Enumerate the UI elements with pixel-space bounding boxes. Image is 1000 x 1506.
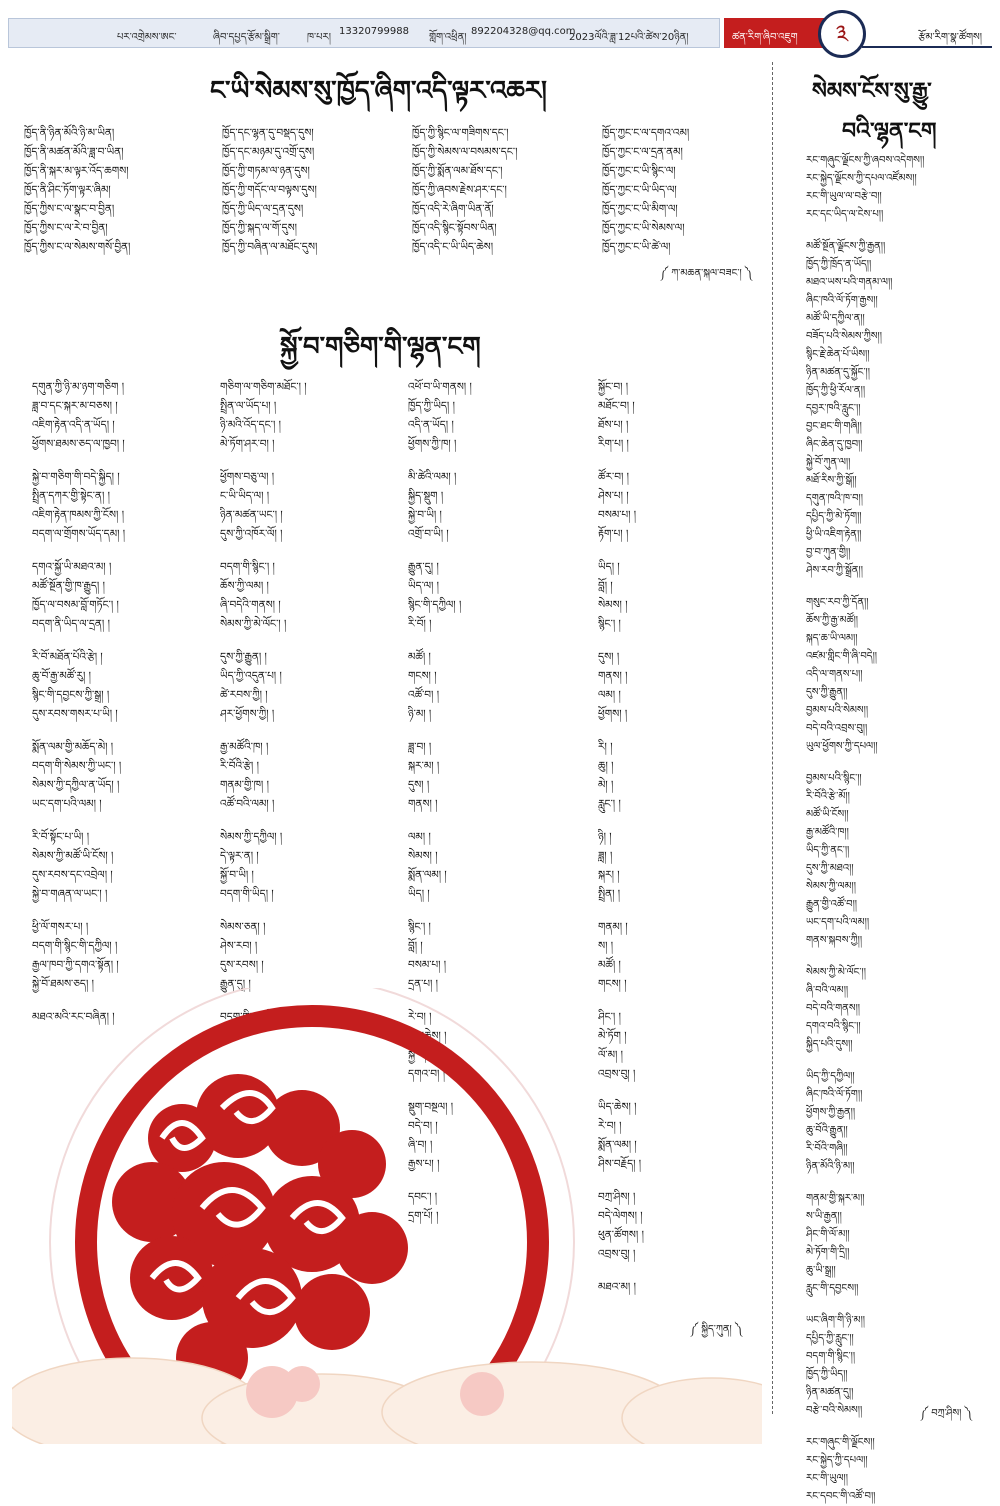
verse-line: གནས། ། [598, 670, 628, 682]
verse-line: དཔྱིད་ཀྱི་རླུང་།། [806, 1333, 854, 1344]
section-name: རྩོམ་རིག་སྣ་ཚོགས། [918, 32, 982, 43]
article-1-column-3 [412, 124, 517, 257]
verse-line: དགའ་བའི་སྙིང་།། [806, 1021, 861, 1032]
verse-line: དབྱར་ཁའི་རླུང་།། [806, 403, 861, 414]
article-2-column-2 [220, 378, 307, 1027]
verse-line: རྒྱ་མཚོའི་ཁ། ། [220, 741, 269, 753]
verse-line: ཁྱོད་ཀྱི་སྐད་ལ་གོ་དུས། [222, 222, 298, 234]
verse-line: ཕྱོགས་བཅུ་ལ། ། [220, 471, 275, 483]
verse-line: ལམ། ། [408, 831, 431, 843]
verse-line: ཞིང་ཆེན་དུ་ཁྱབ།། [806, 439, 863, 450]
verse-line: འབྲས་བུ། ། [598, 1068, 636, 1080]
verse-line: ཐོས་པ། ། [598, 419, 629, 431]
sidebar-signature: ༼ བཀྲ་ཤིས། ༽ [920, 1408, 972, 1419]
verse-line: བྱ་བ་ཀུན་གྱི།། [806, 547, 851, 558]
phone-label: ཁ་པར། [307, 32, 331, 43]
verse-line: ཁྱོད་ནི་སྐར་མ་ལྟར་འོད་ཆགས། [24, 165, 129, 177]
verse-line: ཤར་ཕྱོགས་ཀྱི། ། [220, 708, 275, 720]
section-tag [862, 22, 992, 48]
verse-line: དུས། ། [598, 651, 620, 663]
verse-line: ཕུན་ཚོགས། ། [598, 1229, 644, 1241]
verse-line: ཤེས་རབ། ། [220, 940, 258, 952]
verse-line: དུས་རབས། ། [220, 959, 264, 971]
verse-line: མཐོ་རིས་ཀྱི་སྒོ།། [806, 475, 857, 486]
verse-line: ཁྱོད་ཀྱི་སེམས་ལ་བསམས་དང་། [412, 146, 518, 158]
verse-line: བདག་གི་སྙིང་། ། [220, 561, 275, 573]
sidebar-title-line-1: སེམས་ངོས་སུ་རྒྱུ་ [812, 79, 932, 104]
verse-line: ཁྱོད་དང་ལྷན་དུ་བསྡད་དུས། [222, 127, 314, 139]
decorative-cloud-artwork [12, 988, 762, 1444]
masthead-strip [8, 18, 720, 48]
verse-line: ཉིན་མཚན་དུ།། [806, 1387, 854, 1398]
verse-line: ཁྱོད་ནི་ཤིང་ཏོག་ལྟར་ཞིམ། [24, 184, 111, 196]
verse-line: ཁྱོད་ཀྱི་སྙིང་ལ་གཟིགས་དང་། [412, 127, 509, 139]
verse-line: དུས་ཀྱི་རྒྱུན།། [806, 687, 848, 698]
verse-line: སྨོན་ལམ་གྱི་མཆོད་མེ། ། [32, 741, 114, 753]
verse-line: དུས་རབས་གསར་པ་ཡི། ། [32, 708, 118, 720]
verse-line: སྡུག་བསྔལ། ། [408, 1101, 454, 1113]
verse-line: རི་བོའི་གཞི།། [806, 1143, 848, 1154]
verse-line: སྐྱིད་པའི་དུས།། [806, 1039, 853, 1050]
stanza-gap [408, 634, 472, 648]
verse-line: དྲན་པ། ། [408, 978, 439, 990]
stanza-gap [32, 454, 125, 468]
verse-line: ཡིད་ཆེས། ། [598, 1101, 637, 1113]
verse-line: བརྩེ་བའི་སེམས།། [806, 1405, 863, 1416]
verse-line: ཡིད་ཆེས། ། [408, 1030, 447, 1042]
stanza-gap [32, 634, 125, 648]
verse-line: ཉིན་མཚན་དུ་སྐྱོང་།། [806, 367, 870, 378]
verse-line: ཕྱོགས། ། [598, 708, 628, 720]
verse-line: ཁྱོད་འདི་སྙིང་སྟོབས་ཡིན། [412, 222, 497, 234]
verse-line: སྨོན་ལམ། ། [598, 1139, 637, 1151]
stanza-gap [806, 1298, 924, 1312]
verse-line: སྐྱེ་བ་གཞན་ལ་ཡང་། ། [32, 888, 108, 900]
verse-line: ཁྱོད་ཀྱི་བཞིན་ལ་མཐོང་དུས། [222, 241, 318, 253]
verse-line: རང་གི་ཡུལ།། [806, 1473, 848, 1484]
verse-line: ཁྱོད་ནི་ཉིན་མོའི་ཉི་མ་ཡིན། [24, 127, 115, 139]
stanza-gap [806, 1054, 924, 1068]
verse-line: སྐྱེ་བོ་ཐམས་ཅད། ། [32, 978, 94, 990]
verse-line: ཁྱོད་ཀྱི་ཞབས་རྗེས་ཤར་དང་། [412, 184, 507, 196]
verse-line: རྒྱུན་དུ། ། [408, 561, 439, 573]
stanza-gap [408, 544, 472, 558]
stanza-gap [32, 724, 125, 738]
verse-line: མཚོ་སྔོན་ལྗོངས་ཀྱི་རྒྱན།། [806, 241, 886, 252]
verse-line: ཉི། ། [598, 831, 612, 843]
verse-line: འཚོ་བ། ། [408, 689, 440, 701]
verse-line: རང་སྐྱེད་ལྗོངས་ཀྱི་དཔལ་འཛོམས།། [806, 173, 917, 184]
verse-line: རང་སྐྱེད་ཀྱི་དཔལ།། [806, 1455, 868, 1466]
verse-line: ཡིད་ཀྱི་དཀྱིལ།། [806, 1071, 855, 1082]
verse-line: རི་བོའི་རྩེ་མོ།། [806, 791, 850, 802]
verse-line: རི་བོ་སྟོང་པ་ཡི། ། [32, 831, 90, 843]
verse-line: རི། ། [598, 741, 613, 753]
verse-line: བདེ་བའི་གནས།། [806, 1003, 861, 1014]
verse-line: གནམ་གྱི་ཁ། ། [220, 779, 269, 791]
stanza-gap [220, 634, 307, 648]
verse-line: སེམས་ཀྱི་མཚོ་ཡི་ངོས། ། [32, 850, 114, 862]
stanza-gap [220, 454, 307, 468]
verse-line: ཟླ་བ། ། [408, 741, 432, 753]
verse-line: ཁྱོད་དང་མཉམ་དུ་འགྲོ་དུས། [222, 146, 315, 158]
verse-line: ལོ་མ། ། [598, 1049, 623, 1061]
verse-line: ཡིད་ཀྱི་འདུན་པ། ། [220, 670, 282, 682]
verse-line: ཆུ་བོ་རྒྱ་མཚོ་རུ། ། [32, 670, 91, 682]
verse-line: ཁྱོད་ནི་མཚན་མོའི་ཟླ་བ་ཡིན། [24, 146, 124, 158]
verse-line: འཇིག་རྟེན་འདི་ན་ཡོད། ། [32, 419, 115, 431]
verse-line: དགའ་སྐྱོ་ཡི་མཐའ་མ། ། [32, 561, 112, 573]
verse-line: སྐྱོང་བ། ། [598, 381, 629, 393]
verse-line: བདག་གི་ཡིད། ། [220, 888, 274, 900]
verse-line: ཤེས་རབ་ཀྱི་སྒྲོན།། [806, 565, 863, 576]
stanza-gap [598, 454, 644, 468]
verse-line: མེ་ཏོག་གི་དྲི།། [806, 1247, 850, 1258]
verse-line: ས་ཡི་རྒྱན།། [806, 1211, 842, 1222]
verse-line: བཟོད་པའི་སེམས་ཀྱིས།། [806, 331, 882, 342]
verse-line: ཁྱོད་ཀྱི་ཡིད། ། [408, 400, 455, 412]
verse-line: བདག་ནི་ཡིད་ལ་དྲན། ། [32, 618, 110, 630]
publisher-label: པར་འགྲེམས་ཨང་ [117, 32, 177, 43]
verse-line: བྱང་ཐང་གི་གཞི།། [806, 421, 862, 432]
verse-line: སྤྲིན་དཀར་གྱི་སྟེང་ན། ། [32, 490, 110, 502]
verse-line: གངས། ། [598, 978, 627, 990]
verse-line: དགུན་ཁའི་ཁ་བ།། [806, 493, 863, 504]
verse-line: བསམ་པ། ། [408, 959, 447, 971]
verse-line: ཤིང་གི་ལོ་མ།། [806, 1229, 850, 1240]
verse-line: བློ། ། [408, 940, 423, 952]
verse-line: སྨོན་ལམ། ། [408, 869, 447, 881]
verse-line: རི་བོ་མཐོན་པོའི་རྩེ། ། [32, 651, 103, 663]
verse-line: གངས། ། [408, 670, 437, 682]
verse-line: ཁྱོད་ཀྱི་གཏམ་ལ་ཉན་དུས། [222, 165, 310, 177]
stanza-gap [598, 634, 644, 648]
verse-line: སྐྱིད་སྡུག ། [408, 490, 444, 502]
verse-line: རི་བོའི་རྩེ། ། [220, 760, 259, 772]
verse-line: ཉིན་མོའི་ཉི་མ།། [806, 1161, 855, 1172]
stanza-gap [806, 950, 924, 964]
verse-line: བདག་གི་སྙིང་།། [806, 1351, 856, 1362]
stanza-gap [408, 814, 472, 828]
verse-line: ཡིད། ། [408, 888, 430, 900]
verse-line: རླུང་གི་དབྱངས།། [806, 1283, 859, 1294]
verse-line: དབང་། ། [408, 1191, 438, 1203]
stanza-gap [32, 904, 125, 918]
verse-line: སྙིང་གི་དབྱངས་ཀྱི་སྒྲ། ། [32, 689, 110, 701]
verse-line: ཟླ། ། [598, 850, 613, 862]
stanza-gap [806, 756, 924, 770]
verse-line: ཁྱོད་ཀྱི་ཡིད་ལ་དྲན་དུས། [222, 203, 304, 215]
verse-line: མེ་ཏོག་ཤར་བ། ། [220, 438, 275, 450]
verse-line: འཛམ་གླིང་གི་ཞི་བདེ།། [806, 651, 878, 662]
verse-line: ཆུ། ། [598, 760, 614, 772]
article-2-title: སྐྱོ་བ་གཅིག་གི་ལྷན་ངག [280, 332, 481, 362]
verse-line: བདག་གི་སེམས་ཀྱི་ཡང་། ། [32, 760, 122, 772]
verse-line: མི་ཚེའི་ལམ། ། [408, 471, 457, 483]
verse-line: མཐའ་མ། ། [598, 1281, 636, 1293]
verse-line: སྤྲིན་ལ་ཡོད་པ། ། [220, 400, 277, 412]
verse-line: གནམ་གྱི་སྐར་མ།། [806, 1193, 865, 1204]
verse-line: ས། ། [598, 940, 614, 952]
verse-line: རྒྱུན་དུ། ། [220, 978, 251, 990]
verse-line: བདག་གི་སྙིང་གི་དཀྱིལ། ། [32, 940, 118, 952]
verse-line: ཁྱོད་ཀྱང་ང་ཡི་སྙིང་ལ། [602, 165, 676, 177]
verse-line: ཕྱོགས་ཀྱི་ཁ། ། [408, 438, 457, 450]
verse-line: ཞིང་ཁའི་ལོ་ཏོག་རྒྱས།། [806, 295, 878, 306]
verse-line: ཁྱོད་ཀྱང་ང་ཡི་ཡིད་ལ། [602, 184, 677, 196]
sidebar-poem [806, 152, 924, 1506]
verse-line: ཆོས་ཀྱི་ལམ། ། [220, 580, 269, 592]
verse-line: བཀྲ་ཤིས། ། [598, 1191, 636, 1203]
verse-line: དུས། ། [408, 779, 430, 791]
stanza-gap [408, 454, 472, 468]
verse-line: སྐྱེ་བོ་ཀུན་ལ།། [806, 457, 851, 468]
verse-line: ཁྱོད་ཀྱི་གདོང་ལ་བལྟས་དུས། [222, 184, 317, 196]
verse-line: རང་གི་ཡུལ་ལ་བརྩེ་བ།། [806, 191, 882, 202]
verse-line: སེམས་ཀྱི་དཀྱིལ་ན་ཡོད། ། [32, 779, 120, 791]
verse-line: ཆོས་ཀྱི་རྒྱ་མཚོ།། [806, 615, 859, 626]
verse-line: རང་གཞུང་གི་ལྗོངས།། [806, 1437, 875, 1448]
verse-line: སྐྱེ་བ་གཅིག་གི་བདེ་སྐྱིད། ། [32, 471, 120, 483]
article-2-column-1 [32, 378, 125, 1027]
verse-line: ལམ། ། [598, 689, 621, 701]
verse-line: འགྲོ་བ་ཡི། ། [408, 528, 449, 540]
verse-line: འདི་ན་ཡོད། ། [408, 419, 454, 431]
verse-line: ཆུ་ཡི་སྒྲ།། [806, 1265, 836, 1276]
stanza-gap [806, 1420, 924, 1434]
stanza-gap [408, 904, 472, 918]
stanza-gap [220, 814, 307, 828]
verse-line: རྒྱལ་ཁབ་ཀྱི་དགའ་སྟོན། ། [32, 959, 119, 971]
verse-line: ཁྱོད་འདི་རེ་ཞིག་ཡིན་ནོ། [412, 203, 494, 215]
verse-line: ཁྱོད་ཀྱང་ང་ལ་དྲན་ནམ། [602, 146, 683, 158]
verse-line: ཁྱོད་ཀྱང་ང་ལ་དགའ་འམ། [602, 127, 690, 139]
stanza-gap [806, 224, 924, 238]
verse-line: སྙིང་། ། [408, 921, 431, 933]
verse-line: མཚོ། ། [598, 959, 621, 971]
verse-line: བདེ་བའི་འབྲས་བུ།། [806, 723, 868, 734]
verse-line: དཔྱིད་ཀྱི་མེ་ཏོག།། [806, 511, 862, 522]
stanza-gap [806, 580, 924, 594]
verse-line: བདག་ལ་གྲོགས་ཡོད་དམ། ། [32, 528, 126, 540]
verse-line: རེ་བ། ། [408, 1011, 432, 1023]
verse-line: བློ། ། [598, 580, 613, 592]
verse-line: ཁྱོད་ཀྱིས་ང་ལ་རེ་བ་བྱིན། [24, 222, 108, 234]
verse-line: སེམས་ཀྱི་ལམ།། [806, 881, 856, 892]
verse-line: བདེ་བ། ། [408, 1120, 438, 1132]
verse-line: ཁྱོད་ལ་བསམ་བློ་གཏོང་། ། [32, 599, 119, 611]
brand-name: ཚན་རིག་ཞིབ་འཇུག [732, 32, 798, 43]
verse-line: ཤིང་། ། [598, 1011, 621, 1023]
stanza-gap [32, 814, 125, 828]
article-1-column-2 [222, 124, 317, 257]
stanza-gap [806, 1176, 924, 1190]
verse-line: དུས་ཀྱི་འཁོར་ལོ། ། [220, 528, 283, 540]
verse-line: གཅིག་ལ་གཅིག་མཐོང་། ། [220, 381, 307, 393]
column-divider [772, 62, 773, 1414]
verse-line: སེམས་ཅན། ། [220, 921, 266, 933]
verse-line: འཕོ་བ་ཡི་གནས། ། [408, 381, 472, 393]
verse-line: སེམས་ཀྱི་མེ་ལོང་། ། [220, 618, 287, 630]
verse-line: དགའ་བ། ། [408, 1068, 446, 1080]
verse-line: སྐད་ཆ་ཡི་ལམ།། [806, 633, 858, 644]
verse-line: སེམས། ། [598, 599, 628, 611]
verse-line: མེ། ། [598, 779, 614, 791]
verse-line: སྙིང་གི་དཀྱིལ། ། [408, 599, 462, 611]
verse-line: མཚོ་ཡི་ངོས།། [806, 809, 849, 820]
verse-line: ཡིད། ། [598, 561, 620, 573]
verse-line: མཐའ་ཡས་པའི་གནམ་ལ།། [806, 277, 893, 288]
stanza-gap [220, 904, 307, 918]
verse-line: ཡང་ཞིག་གི་ཉི་མ།། [806, 1315, 866, 1326]
verse-line: ཞིང་ཁའི་ལོ་ཏོག།། [806, 1089, 863, 1100]
verse-line: སྙིང་། ། [598, 618, 621, 630]
verse-line: ཕྱོགས་ཐམས་ཅད་ལ་ཁྱབ། ། [32, 438, 125, 450]
verse-line: རླུང་། ། [598, 798, 621, 810]
verse-line: སྐར་མ། ། [408, 760, 440, 772]
stanza-gap [32, 544, 125, 558]
verse-line: ཁྱོད་ཀྱི་ཡིད།། [806, 1369, 848, 1380]
verse-line: བསམ་པ། ། [598, 509, 637, 521]
article-1-signature: ༼ ཀ་མཆན་སྐལ་བཟང་། ༽ [660, 268, 752, 279]
verse-line: རྒྱུན་གྱི་འཚོ་བ།། [806, 899, 858, 910]
verse-line: ང་ཡི་ཡིད་ལ། ། [220, 490, 270, 502]
phone-number: 13320799988 [339, 26, 409, 37]
verse-line: འཚོ་བའི་ལམ། ། [220, 798, 275, 810]
verse-line: དུས་རབས་དང་འབྲེལ། ། [32, 869, 113, 881]
verse-line: དྲག་པོ། ། [408, 1210, 439, 1222]
verse-line: ཚེ་རབས་ཀྱི། ། [220, 689, 268, 701]
email-address: 892204328@qq.com [471, 26, 576, 37]
verse-line: ཡུལ་ཕྱོགས་ཀྱི་དཔལ།། [806, 741, 878, 752]
brand-banner [724, 18, 824, 48]
verse-line: ཡིད་ཀྱི་ནང་།། [806, 845, 850, 856]
sidebar-title-line-2: བའི་ལྷན་ངག [842, 119, 937, 144]
email-label: གློག་འཕྲིན། [429, 32, 467, 43]
article-1-column-1 [24, 124, 130, 257]
verse-line: ཁྱོད་ཀྱིས་ང་ལ་སྣང་བ་བྱིན། [24, 203, 115, 215]
verse-line: ཉི་མའི་འོད་དང་། ། [220, 419, 281, 431]
stanza-gap [598, 724, 644, 738]
verse-line: ཤིས་བརྗོད། ། [598, 1158, 642, 1170]
verse-line: ཁྱོད་ཀྱི་སྨོན་ལམ་ཐོས་དང་། [412, 165, 503, 177]
verse-line: ཞི་བའི་ལམ།། [806, 985, 849, 996]
verse-line: གསུང་རབ་ཀྱི་དོན།། [806, 597, 869, 608]
stanza-gap [220, 724, 307, 738]
verse-line: ཆུ་བོའི་རྒྱུན།། [806, 1125, 848, 1136]
auspicious-cloud-illustration [12, 988, 762, 1444]
verse-line: ཁྱོད་ཀྱིས་ང་ལ་སེམས་གསོ་བྱིན། [24, 241, 131, 253]
stanza-gap [598, 544, 644, 558]
verse-line: ཁྱོད་ཀྱི་ཕྱི་རོལ་ན།། [806, 385, 866, 396]
verse-line: ཡིད་ལ། ། [408, 580, 439, 592]
verse-line: ཁྱོད་ཀྱང་ང་ཡི་མིག་ལ། [602, 203, 678, 215]
article-1-column-4 [602, 124, 689, 257]
verse-line: ཁྱོད་ཀྱི་ཁྲོད་ན་ཡོད།། [806, 259, 872, 270]
verse-line: མཐོང་བ། ། [598, 400, 635, 412]
verse-line: ཤེས་པ། ། [598, 490, 629, 502]
page-number-badge: ༣ [818, 10, 866, 58]
article-1-title: ང་ཡི་སེམས་སུ་ཁྱོད་ཞིག་འདི་ལྟར་འཆར། [210, 76, 547, 106]
verse-line: ཁྱོད་འདི་ང་ཡི་ཡིད་ཆེས། [412, 241, 494, 253]
verse-line: རི་བོ། ། [408, 618, 432, 630]
verse-line: རེ་བ། ། [598, 1120, 622, 1132]
verse-line: སེམས། ། [408, 850, 438, 862]
verse-line: དགུན་ཀྱི་ཉི་མ་ཉག་གཅིག ། [32, 381, 125, 393]
verse-line: གནས། ། [408, 798, 438, 810]
verse-line: མཚོ་སྔོན་གྱི་ཁ་རྒྱུད། ། [32, 580, 105, 592]
verse-line: སྐྱེ་བ་ཡི། ། [408, 509, 442, 521]
verse-line: ཟླ་བ་དང་སྐར་མ་བཅས། ། [32, 400, 118, 412]
verse-line: སེམས་ཀྱི་དཀྱིལ། ། [220, 831, 283, 843]
verse-line: ཉིན་མཚན་ཡང་། ། [220, 509, 283, 521]
verse-line: སེམས་ཀྱི་མེ་ལོང་།། [806, 967, 866, 978]
verse-line: རང་དབང་གི་འཚོ་བ།། [806, 1491, 876, 1502]
verse-line: རང་གཞུང་ལྗོངས་ཀྱི་ཞབས་འདེགས།། [806, 155, 925, 166]
verse-line: རྒྱ་མཚོའི་ཁ།། [806, 827, 849, 838]
stanza-gap [598, 904, 644, 918]
stanza-gap [220, 544, 307, 558]
verse-line: ཡང་དག་པའི་ལམ།། [806, 917, 870, 928]
verse-line: ཕྱོགས་ཀྱི་རྒྱན།། [806, 1107, 856, 1118]
verse-line: སྙིང་རྗེ་ཆེན་པོ་ཡིས།། [806, 349, 870, 360]
editor-label: ཞིབ་དཔྱད་རྩོམ་སྒྲིག་ [213, 32, 280, 43]
verse-line: བདག་གི་རང་ཉིད། ། [220, 1011, 287, 1023]
verse-line: དུས་ཀྱི་མཐའ།། [806, 863, 854, 874]
verse-line: ཁྱོད་ཀྱང་ང་ཡི་སེམས་ལ། [602, 222, 685, 234]
verse-line: གནམ། ། [598, 921, 628, 933]
verse-line: འདི་ལ་གནས་པ།། [806, 669, 863, 680]
verse-line: སྐྱོ་བ། ། [408, 1049, 433, 1061]
verse-line: གནས་སྐབས་ཀྱི།། [806, 935, 863, 946]
issue-date: 2023ལོའི་ཟླ་12པའི་ཚེས་20ཉིན། [569, 32, 689, 43]
verse-line: རྟོག་པ། ། [598, 528, 629, 540]
verse-line: དུས་ཀྱི་རྒྱུན། ། [220, 651, 267, 663]
verse-line: འབྲས་བུ། ། [598, 1248, 636, 1260]
verse-line: བྱམས་པའི་སེམས།། [806, 705, 869, 716]
verse-line: ཁྱོད་ཀྱང་ང་ཡི་ཚེ་ལ། [602, 241, 671, 253]
verse-line: ཉི་མ། ། [408, 708, 432, 720]
verse-line: མེ་ཏོག ། [598, 1030, 627, 1042]
verse-line: ཕྱི་ཡི་འཇིག་རྟེན།། [806, 529, 862, 540]
verse-line: སྐྱོ་བ་ཡི། ། [220, 869, 254, 881]
stanza-gap [408, 724, 472, 738]
verse-line: བདེ་ལེགས། ། [598, 1210, 643, 1222]
verse-line: ཚོར་བ། ། [598, 471, 629, 483]
verse-line: ཡང་དག་པའི་ལམ། ། [32, 798, 102, 810]
stanza-gap [598, 814, 644, 828]
verse-line: ཞི་བདེའི་གནས། ། [220, 599, 281, 611]
verse-line: མཚོ། ། [408, 651, 431, 663]
verse-line: མཚོ་ཡི་དཀྱིལ་ན།། [806, 313, 865, 324]
verse-line: བྱམས་པའི་སྙིང་།། [806, 773, 862, 784]
verse-line: རྒྱས་པ། ། [408, 1158, 440, 1170]
verse-line: སྐར། ། [598, 869, 620, 881]
verse-line: འཇིག་རྟེན་ཁམས་ཀྱི་ངོས། ། [32, 509, 125, 521]
article-2-signature: ༼ སྐྱིད་ཀུན། ༽ [690, 1324, 743, 1335]
verse-line: རིག་པ། ། [598, 438, 629, 450]
verse-line: ཕྱི་ལོ་གསར་པ། ། [32, 921, 89, 933]
verse-line: རང་དང་ཡིད་ལ་ངེས་པ།། [806, 209, 884, 220]
verse-line: ཞི་བ། ། [408, 1139, 433, 1151]
verse-line: སྤྲིན། ། [598, 888, 621, 900]
verse-line: དེ་ལྟར་ན། ། [220, 850, 259, 862]
verse-line: མཐའ་མའི་རང་བཞིན། ། [32, 1011, 115, 1023]
